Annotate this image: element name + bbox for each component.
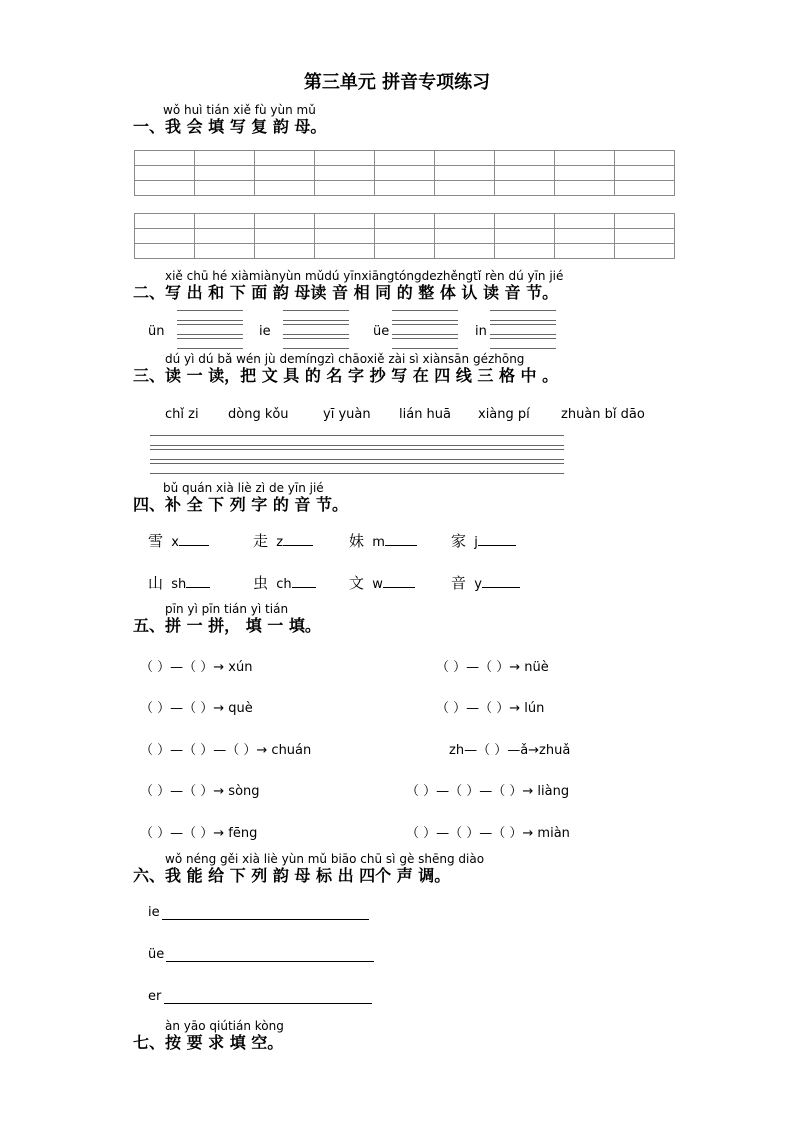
spell-exercise[interactable]: （ ）—（ ）→ sòng [140, 784, 260, 799]
section-6 [133, 852, 484, 886]
answer-lines-üe[interactable] [392, 310, 458, 348]
section-5 [133, 602, 321, 636]
tone-label-üe: üe [148, 947, 165, 962]
section-1-heading: 一、我 会 填 写 复 韵 母。 [133, 117, 327, 136]
syllable-item: 走 z [253, 530, 313, 551]
label-in: in [475, 324, 487, 339]
syllable-blank[interactable] [292, 573, 316, 588]
spell-exercise[interactable]: （ ）—（ ）—（ ）→ chuán [140, 743, 312, 758]
section-1-pinyin: wǒ huì tián xiě fù yùn mǔ [163, 103, 316, 117]
section-5-pinyin: pīn yì pīn tián yì tián [165, 602, 289, 616]
section-3-heading: 三、读 一 读，把 文 具 的 名 字 抄 写 在 四 线 三 格 中 。 [133, 366, 559, 385]
syllable-blank[interactable] [283, 531, 313, 546]
section-2-pinyin: xiě chū hé xiàmiànyùn mǔdú yīnxiāngtóngdezhěngtǐ rèn dú yīn jié [165, 269, 564, 283]
spell-exercise[interactable]: （ ）—（ ）→ xún [140, 660, 253, 675]
word-pinyin: dòng kǒu [228, 407, 289, 422]
answer-lines-ie[interactable] [283, 310, 349, 348]
page-title: 第三单元 拼音专项练习 [303, 72, 491, 93]
syllable-blank[interactable] [482, 573, 520, 588]
answer-lines-ün[interactable] [177, 310, 243, 348]
section-7-pinyin: àn yāo qiútián kòng [165, 1019, 284, 1033]
section-2-heading: 二、写 出 和 下 面 韵 母读 音 相 同 的 整 体 认 读 音 节。 [133, 283, 559, 302]
label-ün: ün [148, 324, 165, 339]
tone-label-ie: ie [148, 905, 160, 920]
syllable-blank[interactable] [383, 573, 415, 588]
syllable-item: 妹 m [349, 530, 417, 551]
syllable-item: 雪 x [148, 530, 209, 551]
syllable-item: 文 w [349, 572, 415, 593]
four-line-grid[interactable] [150, 435, 564, 473]
syllable-item: 音 y [451, 572, 520, 593]
spell-exercise[interactable]: （ ）—（ ）→ nüè [436, 660, 549, 675]
tone-answer-line[interactable] [164, 989, 372, 1004]
writing-grid-1[interactable] [134, 150, 675, 196]
tone-label-er: er [148, 989, 162, 1004]
syllable-blank[interactable] [186, 573, 210, 588]
section-6-heading: 六、我 能 给 下 列 韵 母 标 出 四个 声 调。 [133, 866, 451, 885]
label-ie: ie [259, 324, 271, 339]
section-4 [133, 481, 348, 515]
section-7-heading: 七、按 要 求 填 空。 [133, 1033, 284, 1052]
section-5-heading: 五、拼 一 拼， 填 一 填。 [133, 616, 321, 635]
syllable-item: 山 sh [148, 572, 210, 593]
spell-exercise[interactable]: （ ）—（ ）→ lún [436, 701, 545, 716]
writing-grid-2[interactable] [134, 213, 675, 259]
word-pinyin: chǐ zi [165, 407, 199, 422]
section-6-pinyin: wǒ néng gěi xià liè yùn mǔ biāo chū sì gè shēng diào [165, 852, 485, 866]
answer-lines-in[interactable] [490, 310, 556, 348]
section-3-pinyin: dú yì dú bǎ wén jù demíngzì chāoxiě zài sì xiànsān gézhōng [165, 352, 525, 366]
label-üe: üe [373, 324, 390, 339]
word-pinyin: zhuàn bǐ dāo [561, 407, 645, 422]
word-pinyin: yī yuàn [323, 407, 371, 422]
syllable-blank[interactable] [478, 531, 516, 546]
section-4-pinyin: bǔ quán xià liè zì de yīn jié [163, 481, 324, 495]
syllable-blank[interactable] [179, 531, 209, 546]
word-pinyin: lián huā [399, 407, 452, 422]
syllable-item: 家 j [451, 530, 516, 551]
syllable-item: 虫 ch [253, 572, 316, 593]
word-pinyin: xiàng pí [478, 407, 530, 422]
section-4-heading: 四、补 全 下 列 字 的 音 节。 [133, 495, 348, 514]
section-2 [133, 269, 563, 303]
syllable-blank[interactable] [385, 531, 417, 546]
spell-exercise[interactable]: （ ）—（ ）→ què [140, 701, 253, 716]
tone-answer-line[interactable] [162, 905, 369, 920]
section-7 [133, 1019, 284, 1053]
tone-answer-line[interactable] [166, 947, 374, 962]
spell-exercise[interactable]: （ ）—（ ）—（ ）→ liàng [406, 784, 570, 799]
spell-exercise[interactable]: （ ）—（ ）→ fēng [140, 826, 258, 841]
spell-exercise[interactable]: （ ）—（ ）—（ ）→ miàn [406, 826, 570, 841]
spell-exercise[interactable]: zh—（ ）—ǎ→zhuǎ [449, 743, 571, 758]
section-1 [133, 103, 326, 137]
section-3 [133, 352, 558, 386]
